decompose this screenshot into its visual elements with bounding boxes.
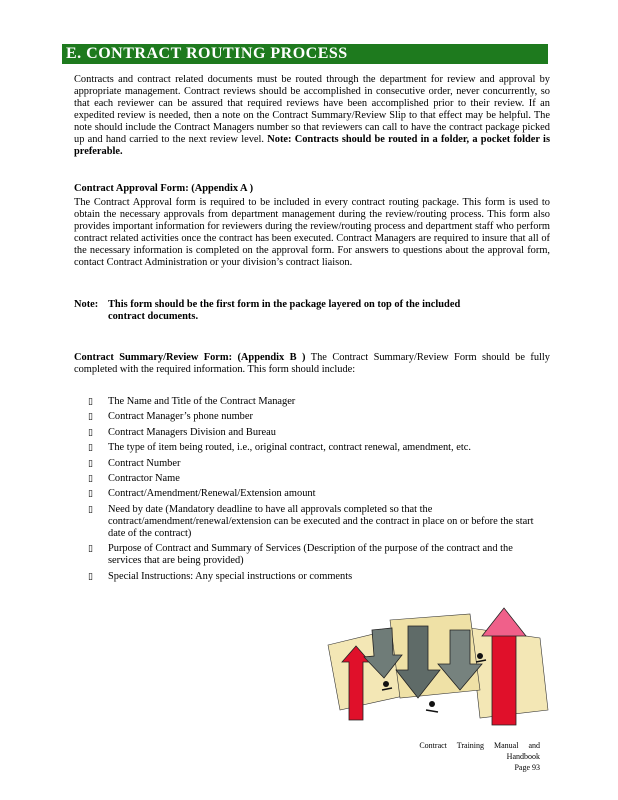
page-number: Page 93 xyxy=(514,763,540,772)
bullet-icon: ▯ xyxy=(88,412,93,423)
bullet-icon: ▯ xyxy=(88,504,93,515)
approval-note xyxy=(74,299,550,323)
figure-icon xyxy=(477,653,483,659)
approval-form-heading: Contract Approval Form: (Appendix A ) xyxy=(74,183,254,194)
summary-form-heading: Contract Summary/Review Form: (Appendix B ) xyxy=(74,352,306,363)
red-up-arrow-icon xyxy=(492,634,516,725)
list-item: ▯ The Name and Title of the Contract Manager xyxy=(88,396,296,407)
bullet-icon: ▯ xyxy=(88,443,93,454)
list-item: ▯ Contractor Name xyxy=(88,472,180,484)
approval-note-label: Note: xyxy=(74,299,99,310)
list-item: ▯ Need by date (Mandatory deadline to have all approvals completed so that the contract/amendment/renewal/extension can be executed and the contract in place on or before the start date of the contract) xyxy=(88,503,534,539)
page-footer xyxy=(380,740,540,773)
bullet-icon: ▯ xyxy=(88,397,93,407)
approval-note-line1: This form should be the first form in the package layered on top of the included xyxy=(108,299,461,310)
footer-manual-title: Contract Training Manual and Handbook xyxy=(419,741,540,761)
approval-note-line2: contract documents. xyxy=(108,311,199,322)
bullet-icon: ▯ xyxy=(88,489,93,500)
list-item: ▯ Contract Manager’s phone number xyxy=(88,411,253,423)
summary-paragraph xyxy=(74,352,550,376)
list-item: ▯ Contract Managers Division and Bureau xyxy=(88,426,276,438)
intro-paragraph xyxy=(74,74,550,158)
bullet-icon: ▯ xyxy=(88,427,93,438)
figure-icon xyxy=(426,710,438,712)
bullet-icon: ▯ xyxy=(88,458,93,469)
figure-icon xyxy=(429,701,435,707)
bullet-icon: ▯ xyxy=(88,473,93,484)
arrows-clipart-icon xyxy=(320,600,560,730)
list-item: ▯ Special Instructions: Any special instructions or comments xyxy=(88,570,353,582)
bullet-icon: ▯ xyxy=(88,571,93,582)
section-header xyxy=(62,44,548,64)
summary-items-list xyxy=(88,396,538,586)
list-item: ▯ Contract/Amendment/Renewal/Extension amount xyxy=(88,488,316,500)
section-title: E. CONTRACT ROUTING PROCESS xyxy=(66,45,348,62)
list-item: ▯ Purpose of Contract and Summary of Services (Description of the purpose of the contract and the services that are being provided) xyxy=(88,543,513,567)
list-item: ▯ The type of item being routed, i.e., original contract, contract renewal, amendment, etc. xyxy=(88,442,471,454)
approval-form-text: The Contract Approval form is required to be included in every contract routing package. This form is used to obtain the necessary approvals from department management during the review/routing process. This form also provides important information for reviewers during the review/routing process and department staff who perform contract related activities once the contract has been executed. Contract Managers are required to insure that all of the necessary information is completed on the approval form. For answers to questions about the approval form, contact Contract Administration or your division’s contract liaison. xyxy=(74,197,550,268)
intro-text: Contracts and contract related documents must be routed through the department for review and approval by appropriate management. Contract reviews should be accomplished in consecutive order, never concurrently, so that each reviewer can be assured that required reviews have been accomplished prior to their review. If an expedited review is needed, then a note on the Contract Summary/Review Slip to that effect may be helpful. The note should include the Contract Managers number so that reviewers can call to have the contract package picked up and hand carried to the next review level. xyxy=(74,74,550,145)
pink-arrow-tip-icon xyxy=(482,608,526,636)
summary-form-text: The Contract Summary/Review Form should be fully completed with the required information. This form should include: xyxy=(74,352,551,375)
list-item: ▯ Contract Number xyxy=(88,457,181,469)
intro-note: Note: Contracts should be routed in a folder, a pocket folder is preferable. xyxy=(74,134,550,157)
bullet-icon: ▯ xyxy=(88,544,93,555)
figure-icon xyxy=(383,681,389,687)
